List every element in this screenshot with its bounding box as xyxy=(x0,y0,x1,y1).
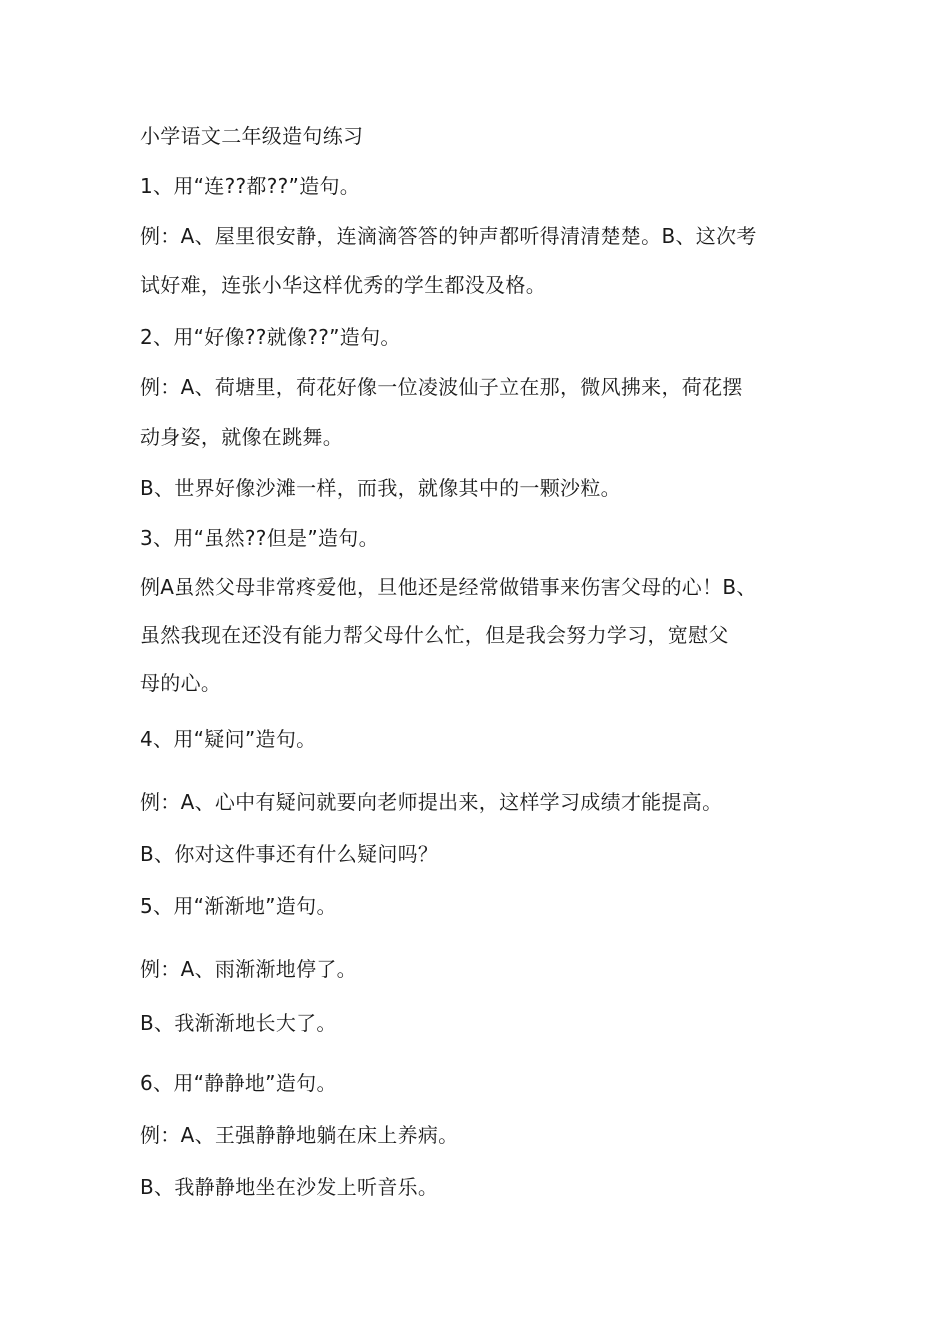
exercise-4-heading: 4、用“疑问”造句。 xyxy=(140,727,317,751)
exercise-5-example-line-2: B、我渐渐地长大了。 xyxy=(140,1011,337,1035)
exercise-6-example-line-1: 例：A、王强静静地躺在床上养病。 xyxy=(140,1123,459,1147)
exercise-2-example-line-1: 例：A、荷塘里，荷花好像一位凌波仙子立在那，微风拂来，荷花摆 xyxy=(140,375,743,399)
exercise-1-example-line-2: 试好难，连张小华这样优秀的学生都没及格。 xyxy=(140,273,546,297)
exercise-1-heading: 1、用“连??都??”造句。 xyxy=(140,174,361,198)
exercise-5-example-line-1: 例：A、雨渐渐地停了。 xyxy=(140,957,357,981)
document-title: 小学语文二年级造句练习 xyxy=(140,124,364,148)
exercise-3-example-line-2: 虽然我现在还没有能力帮父母什么忙，但是我会努力学习，宽慰父 xyxy=(140,623,729,647)
exercise-2-example-line-2: 动身姿，就像在跳舞。 xyxy=(140,425,343,449)
exercise-6-example-line-2: B、我静静地坐在沙发上听音乐。 xyxy=(140,1175,439,1199)
exercise-3-example-line-1: 例A虽然父母非常疼爱他，旦他还是经常做错事来伤害父母的心！B、 xyxy=(140,575,757,599)
exercise-6-heading: 6、用“静静地”造句。 xyxy=(140,1071,337,1095)
exercise-1-example-line-1: 例：A、屋里很安静，连滴滴答答的钟声都听得清清楚楚。B、这次考 xyxy=(140,224,757,248)
exercise-4-example-line-2: B、你对这件事还有什么疑问吗？ xyxy=(140,842,439,866)
exercise-5-heading: 5、用“渐渐地”造句。 xyxy=(140,894,337,918)
exercise-3-example-line-3: 母的心。 xyxy=(140,671,222,695)
exercise-3-heading: 3、用“虽然??但是”造句。 xyxy=(140,526,379,550)
exercise-4-example-line-1: 例：A、心中有疑问就要向老师提出来，这样学习成绩才能提高。 xyxy=(140,790,723,814)
exercise-2-example-line-3: B、世界好像沙滩一样，而我，就像其中的一颗沙粒。 xyxy=(140,476,621,500)
exercise-2-heading: 2、用“好像??就像??”造句。 xyxy=(140,325,401,349)
